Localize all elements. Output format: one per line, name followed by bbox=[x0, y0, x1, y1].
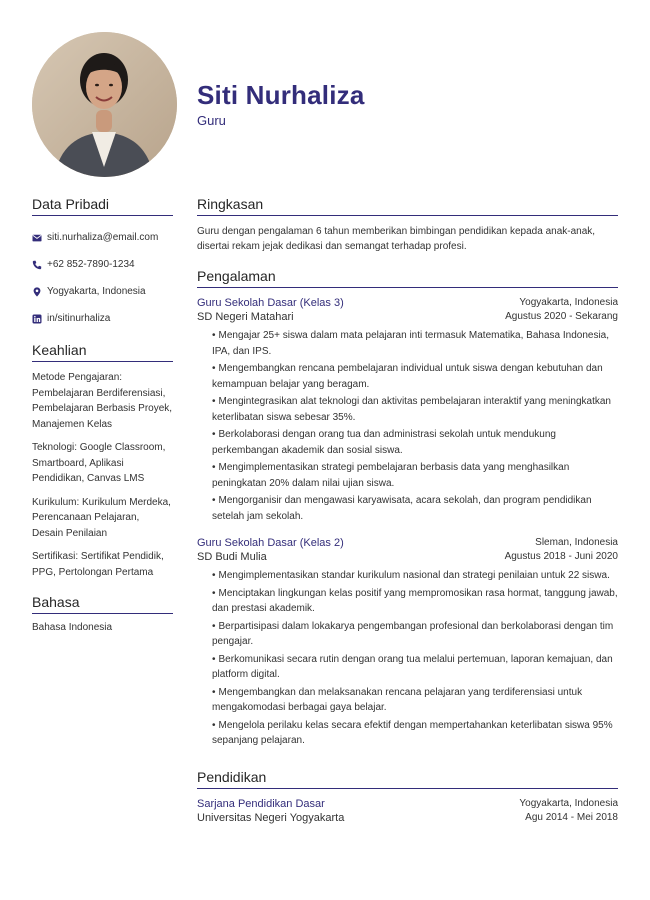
education-school: Universitas Negeri Yogyakarta bbox=[197, 811, 345, 824]
candidate-role: Guru bbox=[197, 113, 226, 128]
left-column bbox=[32, 196, 173, 633]
profile-photo bbox=[32, 32, 177, 177]
contact-linkedin-text: in/sitinurhaliza bbox=[47, 313, 111, 324]
contact-location-text: Yogyakarta, Indonesia bbox=[47, 286, 146, 297]
mail-icon bbox=[32, 232, 47, 244]
summary-text: Guru dengan pengalaman 6 tahun memberikan bimbingan pendidikan kepada anak-anak, disertai rekam jejak dedikasi dan semangat terhadap profesi. bbox=[197, 226, 596, 252]
skill-item: Metode Pengajaran: Pembelajaran Berdiferensiasi, Pembelajaran Berbasis Proyek, Manajemen Kelas bbox=[32, 372, 173, 430]
education-entry bbox=[197, 797, 618, 825]
contact-email-text: siti.nurhaliza@email.com bbox=[47, 232, 159, 243]
list-item: • Mengembangkan dan melaksanakan rencana pelajaran yang terdiferensiasi untuk mengakomodasi berbagai gaya belajar. bbox=[212, 686, 583, 713]
job-location: Sleman, Indonesia bbox=[535, 537, 618, 548]
section-title-experience: Pengalaman bbox=[197, 268, 618, 288]
job-organization: SD Negeri Matahari bbox=[197, 311, 294, 323]
list-item: • Berpartisipasi dalam lokakarya pengembangan profesional dan berkolaborasi dengan tim pengajar. bbox=[212, 620, 614, 647]
section-title-languages: Bahasa bbox=[32, 594, 173, 614]
list-item: • Berkomunikasi secara rutin dengan orang tua melalui pertemuan, laporan kemajuan, dan platform digital. bbox=[212, 653, 613, 680]
contact-linkedin[interactable] bbox=[32, 305, 173, 332]
job-dates: Agustus 2020 - Sekarang bbox=[505, 311, 618, 322]
list-item: • Berkolaborasi dengan orang tua dan administrasi sekolah untuk mendukung perkembangan akademik dan sosial siswa. bbox=[212, 429, 556, 456]
list-item: • Mengimplementasikan strategi pembelajaran berbasis data yang menghasilkan peningkatan 20% dalam nilai ujian siswa. bbox=[212, 462, 570, 489]
section-title-summary: Ringkasan bbox=[197, 196, 618, 216]
section-title-skills: Keahlian bbox=[32, 342, 173, 362]
education-location: Yogyakarta, Indonesia bbox=[519, 797, 618, 809]
skill-item: Sertifikasi: Sertifikat Pendidik, PPG, Pertolongan Pertama bbox=[32, 551, 164, 578]
job-bullets bbox=[197, 328, 618, 524]
contact-phone-text: +62 852-7890-1234 bbox=[47, 259, 135, 270]
list-item: • Mengimplementasikan standar kurikulum nasional dan strategi penilaian untuk 22 siswa. bbox=[212, 570, 610, 581]
contact-location bbox=[32, 278, 173, 305]
list-item: • Mengorganisir dan mengawasi karyawisata, acara sekolah, dan program pendidikan setelah jam sekolah. bbox=[212, 495, 592, 522]
job-dates: Agustus 2018 - Juni 2020 bbox=[504, 551, 618, 562]
job-title: Guru Sekolah Dasar (Kelas 3) bbox=[197, 297, 344, 309]
job-title: Guru Sekolah Dasar (Kelas 2) bbox=[197, 537, 344, 549]
list-item: • Mengelola perilaku kelas secara efektif dengan mempertahankan keterlibatan siswa 95% sepanjang pelajaran. bbox=[212, 719, 613, 746]
linkedin-icon bbox=[32, 313, 47, 325]
list-item: • Menciptakan lingkungan kelas positif yang mempromosikan rasa hormat, tanggung jawab, dan prestasi akademik. bbox=[212, 587, 618, 614]
education-degree: Sarjana Pendidikan Dasar bbox=[197, 797, 325, 810]
education-dates: Agu 2014 - Mei 2018 bbox=[525, 811, 618, 823]
section-title-personal: Data Pribadi bbox=[32, 196, 173, 216]
language-item: Bahasa Indonesia bbox=[32, 622, 113, 633]
skill-item: Teknologi: Google Classroom, Smartboard, Aplikasi Pendidikan, Canvas LMS bbox=[32, 442, 166, 484]
job-location: Yogyakarta, Indonesia bbox=[519, 297, 618, 308]
job-entry bbox=[197, 536, 618, 749]
contact-phone[interactable] bbox=[32, 251, 173, 278]
candidate-name: Siti Nurhaliza bbox=[197, 80, 365, 110]
list-item: • Mengajar 25+ siswa dalam mata pelajaran inti termasuk Matematika, Bahasa Indonesia, IPA, dan IPS. bbox=[212, 330, 609, 357]
right-column bbox=[197, 196, 618, 829]
list-item: • Mengembangkan rencana pembelajaran individual untuk siswa dengan kebutuhan dan kemampuan belajar yang beragam. bbox=[212, 363, 603, 390]
skill-item: Kurikulum: Kurikulum Merdeka, Perencanaan Pelajaran, Desain Penilaian bbox=[32, 496, 171, 539]
job-bullets bbox=[197, 568, 618, 749]
section-title-education: Pendidikan bbox=[197, 769, 618, 789]
contact-email[interactable] bbox=[32, 224, 173, 251]
list-item: • Mengintegrasikan alat teknologi dan aktivitas pembelajaran interaktif yang meningkatkan keterlibatan siswa sebesar 35%. bbox=[212, 396, 611, 423]
job-entry bbox=[197, 296, 618, 524]
job-organization: SD Budi Mulia bbox=[197, 551, 267, 563]
location-icon bbox=[32, 286, 47, 298]
phone-icon bbox=[32, 259, 47, 271]
avatar bbox=[32, 32, 177, 177]
